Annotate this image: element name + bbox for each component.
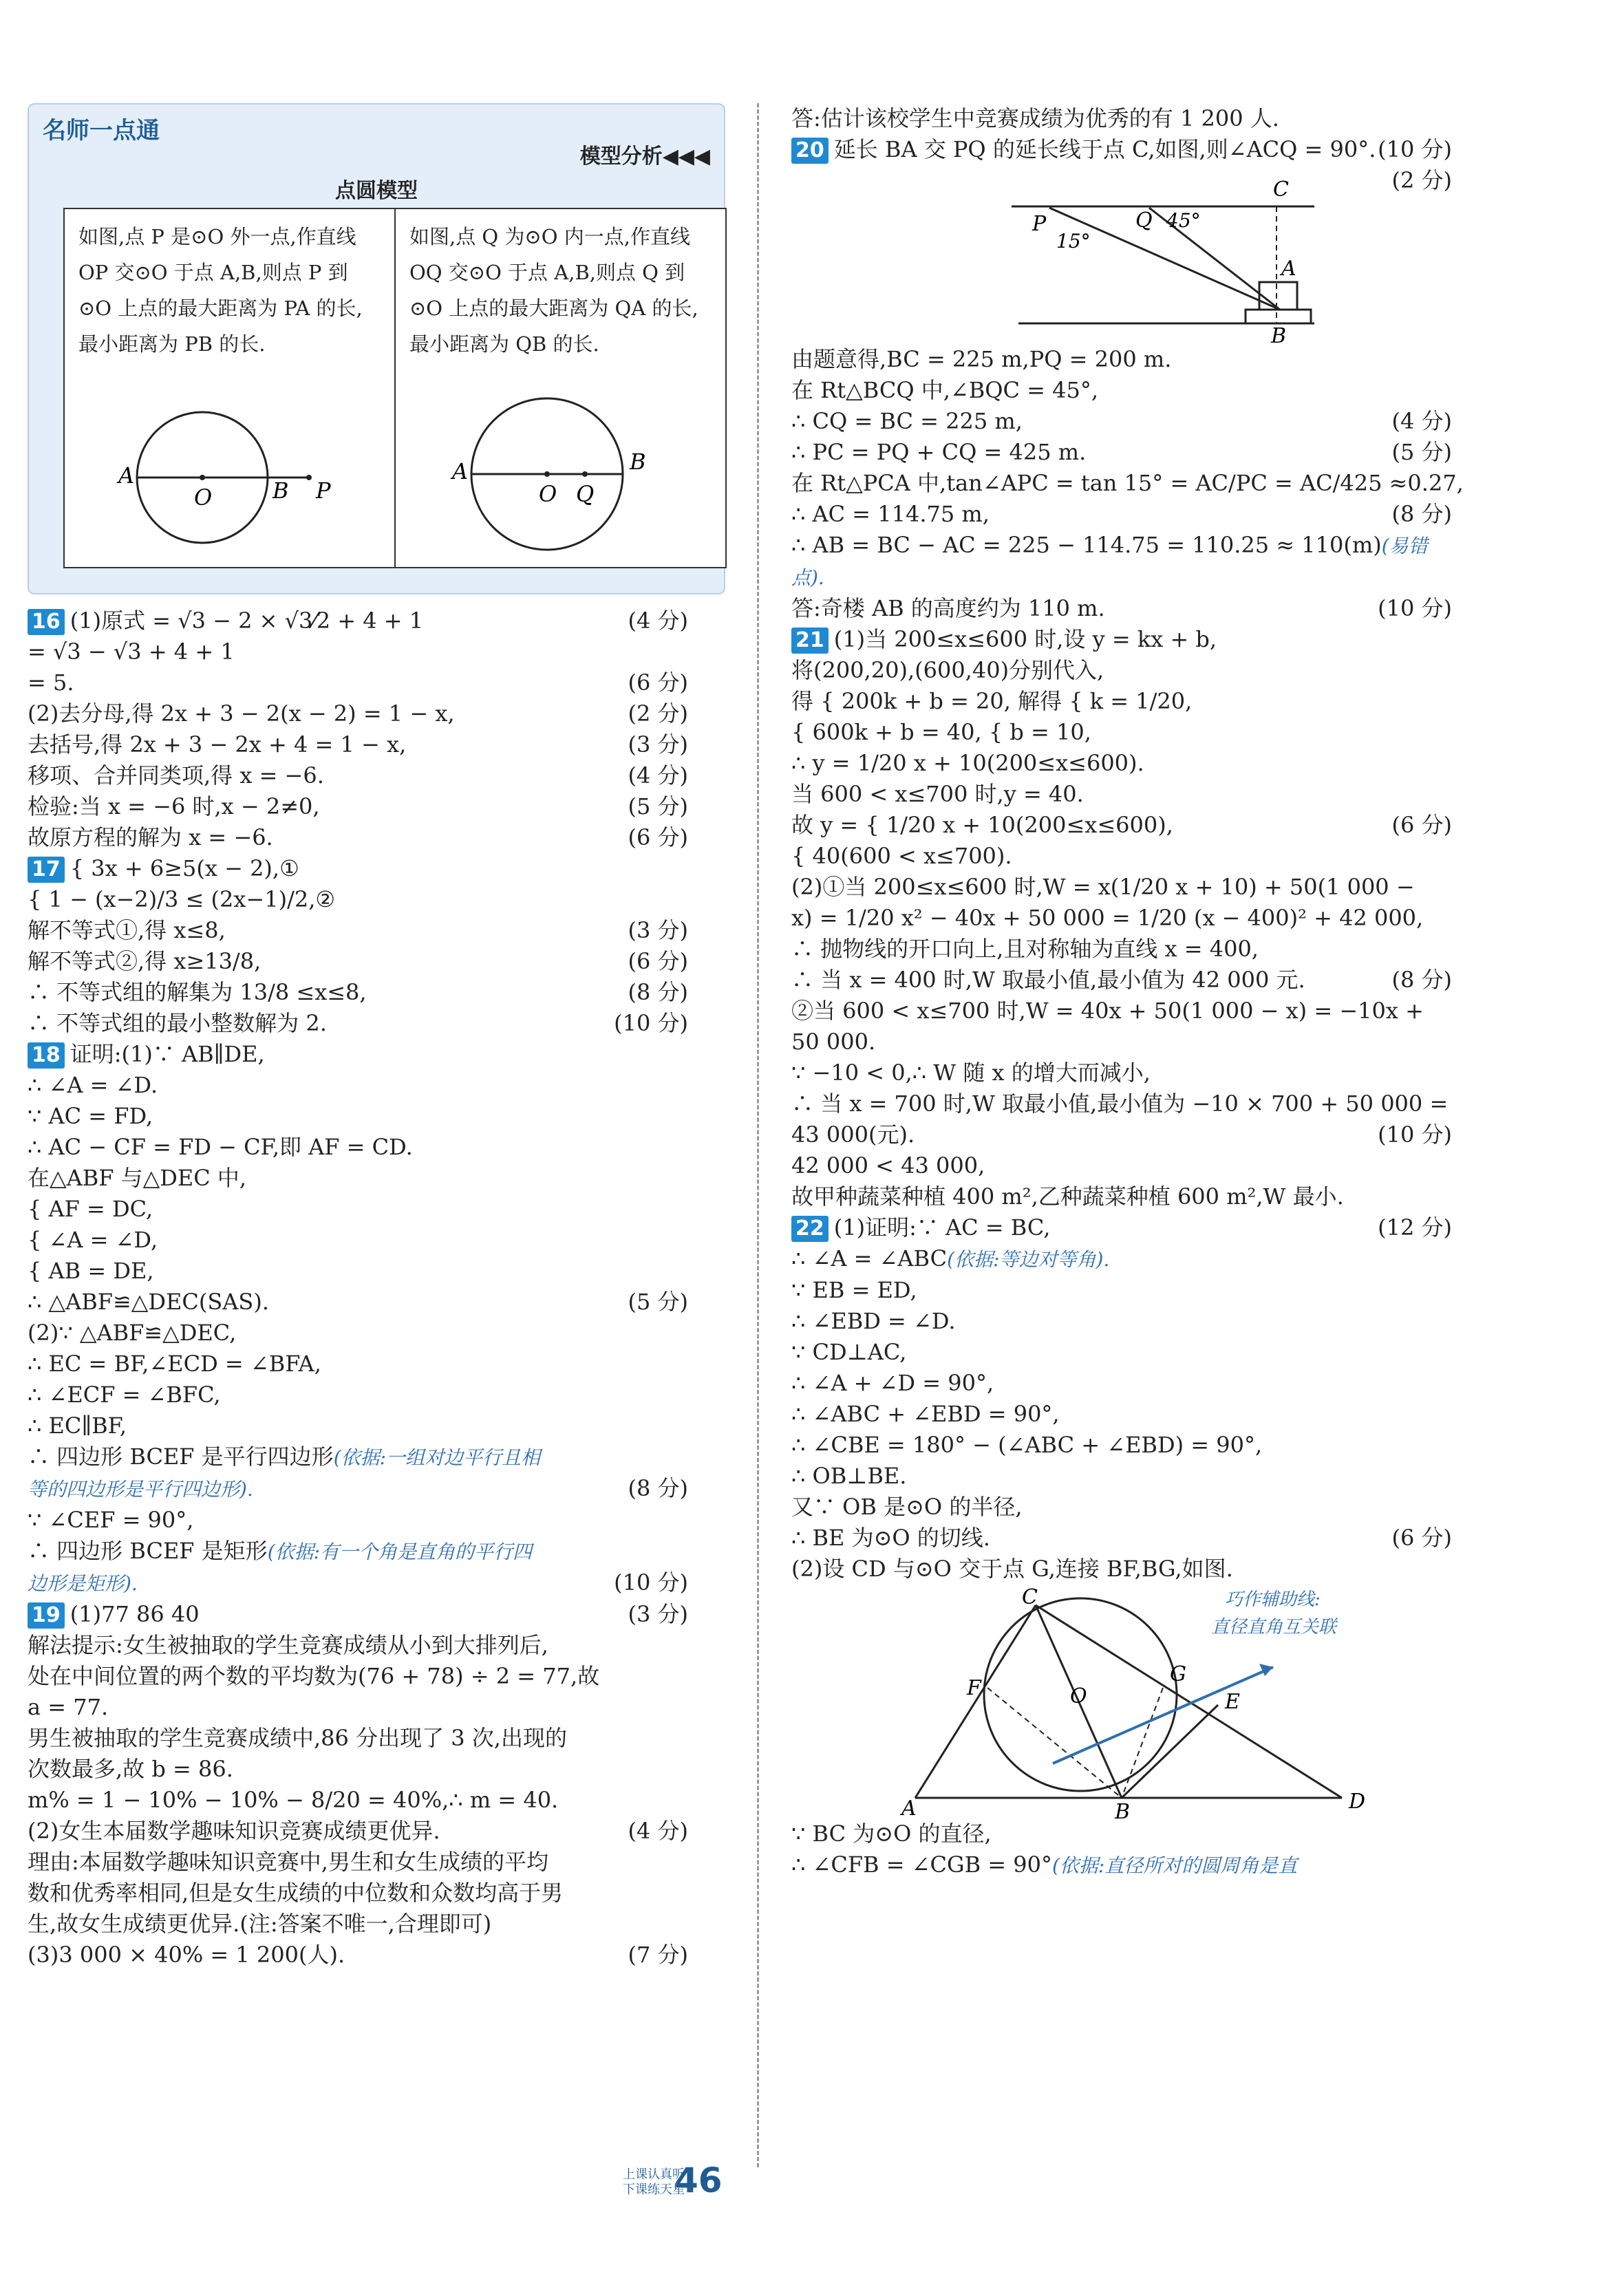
answer-line bbox=[791, 965, 1452, 996]
label-A: A bbox=[452, 458, 469, 484]
answer-line bbox=[791, 561, 1452, 593]
label-A: A bbox=[1281, 257, 1296, 281]
score-mark: (4 分) bbox=[628, 1818, 688, 1844]
answer-text: ∴ AC = 114.75 m, bbox=[791, 501, 990, 527]
hint-note: (依据:等边对等角). bbox=[947, 1248, 1110, 1271]
label-O: O bbox=[194, 484, 213, 511]
answer-text: m% = 1 − 10% − 10% − 8/20 = 40%,∴ m = 40. bbox=[28, 1787, 559, 1813]
answer-text: ∴ CQ = BC = 225 m, bbox=[791, 408, 1023, 434]
score-mark: (4 分) bbox=[628, 608, 688, 634]
answer-line bbox=[28, 1008, 688, 1039]
answer-text: 故 y = { 1/20 x + 10(200≤x≤600), bbox=[791, 812, 1173, 838]
answer-line bbox=[791, 1119, 1452, 1150]
answer-text: ∵ AC = FD, bbox=[28, 1103, 153, 1129]
answer-line bbox=[28, 853, 688, 884]
answer-line bbox=[791, 1554, 1452, 1585]
answer-text: ∴ AB = BC − AC = 225 − 114.75 = 110.25 ≈ 110(m) bbox=[791, 532, 1382, 558]
answer-line bbox=[28, 946, 688, 977]
answer-line bbox=[791, 468, 1464, 499]
answer-line bbox=[791, 1368, 1452, 1399]
angle-15: 15° bbox=[1056, 230, 1091, 253]
answer-text: { 40(600 < x≤700). bbox=[791, 843, 1012, 869]
answer-line bbox=[791, 1027, 1452, 1058]
score-mark: (8 分) bbox=[628, 1475, 688, 1501]
answer-text: = √3 − √3 + 4 + 1 bbox=[28, 639, 235, 665]
answer-line bbox=[28, 1505, 688, 1536]
answer-line bbox=[791, 841, 1452, 872]
answer-text: 答:估计该校学生中竞赛成绩为优秀的有 1 200 人. bbox=[791, 105, 1279, 131]
answer-line bbox=[28, 1785, 688, 1816]
question-number: 19 bbox=[28, 1602, 65, 1629]
answer-text: 故甲种蔬菜种植 400 m²,乙种蔬菜种植 600 m²,W 最小. bbox=[791, 1183, 1344, 1210]
answer-text: { 600k + b = 40, { b = 10, bbox=[791, 719, 1091, 745]
answer-line bbox=[28, 667, 688, 698]
label-B: B bbox=[273, 478, 289, 504]
answer-text: ∴ 当 x = 700 时,W 取最小值,最小值为 −10 × 700 + 50 000 = bbox=[791, 1091, 1449, 1117]
answer-text: ∴ ∠ABC + ∠EBD = 90°, bbox=[791, 1401, 1060, 1427]
answer-text: 延长 BA 交 PQ 的延长线于点 C,如图,则∠ACQ = 90°. bbox=[833, 136, 1376, 162]
answer-text: 理由:本届数学趣味知识竞赛中,男生和女生成绩的平均 bbox=[28, 1849, 548, 1875]
answer-text: ∵ EB = ED, bbox=[791, 1277, 917, 1303]
answer-text: (1)当 200≤x≤600 时,设 y = kx + b, bbox=[833, 626, 1217, 652]
answer-text: 解不等式①,得 x≤8, bbox=[28, 917, 226, 943]
left-column bbox=[28, 605, 688, 1971]
answer-text: ∴ ∠EBD = ∠D. bbox=[791, 1308, 956, 1334]
column-divider bbox=[757, 103, 759, 2167]
answer-line bbox=[791, 779, 1452, 810]
hint-note: (依据:有一个角是直角的平行四 bbox=[267, 1541, 533, 1563]
answer-text: { AB = DE, bbox=[28, 1258, 154, 1284]
inner-point-figure bbox=[403, 395, 692, 560]
answer-text: 生,故女生成绩更优异.(注:答案不唯一,合理即可) bbox=[28, 1911, 492, 1937]
answer-line bbox=[28, 698, 688, 729]
answer-line bbox=[28, 1909, 688, 1940]
answer-text: 答:奇楼 AB 的高度约为 110 m. bbox=[791, 595, 1105, 621]
label-C: C bbox=[1022, 1585, 1038, 1609]
tip-grid bbox=[63, 208, 727, 568]
answer-line bbox=[791, 134, 1452, 165]
answer-line bbox=[791, 344, 1452, 375]
tip-box bbox=[28, 103, 725, 594]
label-C: C bbox=[1273, 178, 1289, 202]
answer-text: 得 { 200k + b = 20, 解得 { k = 1/20, bbox=[791, 688, 1193, 714]
answer-block-middle bbox=[791, 344, 1464, 1585]
answer-text: ∴ ∠A = ∠D. bbox=[28, 1072, 158, 1098]
hint-note: (依据:直径所对的圆周角是直 bbox=[1051, 1854, 1298, 1877]
answer-line bbox=[791, 717, 1452, 748]
answer-text: 在 Rt△PCA 中,tan∠APC = tan 15° = AC/PC = AC/425 ≈0.27, bbox=[791, 470, 1464, 496]
answer-line bbox=[791, 1150, 1452, 1181]
label-P: P bbox=[1032, 212, 1047, 236]
answer-line bbox=[791, 872, 1452, 903]
answer-text: ∵ ∠CEF = 90°, bbox=[28, 1507, 194, 1533]
answer-text: ∴ EC = BF,∠ECD = ∠BFA, bbox=[28, 1351, 321, 1377]
answer-text: ∴ OB⊥BE. bbox=[791, 1463, 907, 1489]
answer-line bbox=[28, 1536, 688, 1567]
score-mark: (4 分) bbox=[628, 762, 688, 788]
answer-text: (2)①当 200≤x≤600 时,W = x(1/20 x + 10) + 50(1 000 − bbox=[791, 874, 1415, 900]
answer-line bbox=[28, 1661, 688, 1692]
label-F: F bbox=[967, 1676, 981, 1700]
answer-line bbox=[791, 375, 1452, 406]
footer-slogan: 上课认真听 下课练天星 bbox=[623, 2167, 685, 2197]
score-mark: (8 分) bbox=[1391, 501, 1452, 527]
hint-note: 边形是矩形). bbox=[28, 1572, 138, 1595]
answer-text: 将(200,20),(600,40)分别代入, bbox=[791, 657, 1104, 683]
answer-text: ∴ AC − CF = FD − CF,即 AF = CD. bbox=[28, 1134, 413, 1160]
answer-line bbox=[791, 1243, 1452, 1275]
score-mark: (8 分) bbox=[1391, 967, 1452, 993]
answer-text: 数和优秀率相同,但是女生成绩的中位数和众数均高于男 bbox=[28, 1880, 564, 1906]
answer-line bbox=[791, 1399, 1452, 1430]
label-A: A bbox=[901, 1796, 917, 1818]
answer-text: ∴ 当 x = 400 时,W 取最小值,最小值为 42 000 元. bbox=[791, 967, 1305, 993]
answer-line bbox=[28, 1847, 688, 1878]
score-mark: (7 分) bbox=[628, 1942, 688, 1968]
label-O: O bbox=[1070, 1684, 1087, 1708]
figure-22 bbox=[791, 1585, 1452, 1818]
answer-line bbox=[791, 1058, 1452, 1088]
answer-text: ∵ CD⊥AC, bbox=[791, 1339, 907, 1365]
score-mark: (10 分) bbox=[1378, 136, 1452, 162]
answer-line bbox=[791, 655, 1452, 686]
question-number: 21 bbox=[791, 627, 829, 654]
answer-line bbox=[791, 437, 1452, 468]
answer-text: 处在中间位置的两个数的平均数为(76 + 78) ÷ 2 = 77,故 bbox=[28, 1663, 600, 1689]
score-mark: (3 分) bbox=[628, 917, 688, 943]
tip-tag: 模型分析◀◀◀ bbox=[579, 144, 710, 169]
answer-text: ∴ 不等式组的解集为 13/8 ≤x≤8, bbox=[28, 979, 367, 1005]
answer-line bbox=[28, 1318, 688, 1349]
question-number: 17 bbox=[28, 857, 65, 883]
answer-line bbox=[791, 406, 1452, 437]
score-mark: (6 分) bbox=[628, 669, 688, 696]
answer-text: (2)设 CD 与⊙O 交于点 G,连接 BF,BG,如图. bbox=[791, 1556, 1233, 1582]
answer-line bbox=[28, 1723, 688, 1754]
answer-text: { 1 − (x−2)/3 ≤ (2x−1)/2,② bbox=[28, 886, 336, 912]
tip-left-cell bbox=[65, 209, 394, 567]
answer-line bbox=[28, 915, 688, 946]
answer-line bbox=[28, 884, 688, 915]
answer-line bbox=[791, 530, 1452, 561]
aux-note-2: 直径直角互关联 bbox=[1211, 1617, 1337, 1638]
answer-line bbox=[791, 1337, 1452, 1368]
answer-text: (3)3 000 × 40% = 1 200(人). bbox=[28, 1942, 345, 1968]
answer-line bbox=[28, 1132, 688, 1163]
answer-line bbox=[791, 934, 1452, 965]
answer-line bbox=[28, 1630, 688, 1661]
answer-text: ∵ BC 为⊙O 的直径, bbox=[791, 1821, 992, 1847]
answer-line bbox=[791, 103, 1452, 134]
answer-line bbox=[28, 1225, 688, 1256]
answer-text: ∴ 抛物线的开口向上,且对称轴为直线 x = 400, bbox=[791, 936, 1259, 962]
tip-right-text: 如图,点 Q 为⊙O 内一点,作直线 OQ 交⊙O 于点 A,B,则点 Q 到⊙O 上点的最大距离为 QA 的长,最小距离为 QB 的长. bbox=[409, 225, 698, 356]
answer-text: = 5. bbox=[28, 669, 74, 696]
answer-line bbox=[791, 810, 1452, 841]
score-mark: (2 分) bbox=[1391, 167, 1452, 193]
answer-text: { ∠A = ∠D, bbox=[28, 1227, 158, 1253]
outer-point-figure bbox=[72, 402, 361, 553]
answer-block-top bbox=[791, 103, 1452, 193]
answer-line bbox=[28, 760, 688, 791]
answer-line bbox=[791, 1849, 1452, 1881]
answer-line bbox=[28, 1567, 688, 1599]
answer-line bbox=[28, 1163, 688, 1194]
label-A: A bbox=[118, 462, 135, 489]
answer-text: 在 Rt△BCQ 中,∠BQC = 45°, bbox=[791, 377, 1099, 403]
answer-text: 由题意得,BC = 225 m,PQ = 200 m. bbox=[791, 346, 1172, 372]
answer-line bbox=[28, 1349, 688, 1380]
answer-text: 在△ABF 与△DEC 中, bbox=[28, 1165, 247, 1191]
answer-line bbox=[28, 1473, 688, 1505]
answer-block-bottom bbox=[791, 1818, 1452, 1881]
hint-note: (易错 bbox=[1381, 535, 1428, 557]
answer-text: ∴ △ABF≌△DEC(SAS). bbox=[28, 1289, 269, 1315]
score-mark: (6 分) bbox=[628, 824, 688, 850]
answer-text: 42 000 < 43 000, bbox=[791, 1152, 985, 1179]
question-number: 22 bbox=[791, 1216, 829, 1242]
answer-text: 男生被抽取的学生竞赛成绩中,86 分出现了 3 次,出现的 bbox=[28, 1725, 567, 1751]
answer-text: x) = 1/20 x² − 40x + 50 000 = 1/20 (x − 400)² + 42 000, bbox=[791, 905, 1424, 931]
label-P: P bbox=[316, 478, 331, 504]
answer-text: (1)原式 = √3 − 2 × √3⁄2 + 4 + 1 bbox=[70, 608, 424, 634]
score-mark: (3 分) bbox=[628, 731, 688, 758]
right-column bbox=[791, 103, 1464, 1881]
answer-line bbox=[28, 822, 688, 853]
answer-text: ∴ 不等式组的最小整数解为 2. bbox=[28, 1010, 327, 1036]
answer-line bbox=[791, 686, 1452, 717]
answer-line bbox=[791, 996, 1452, 1027]
answer-text: ∴ PC = PQ + CQ = 425 m. bbox=[791, 439, 1087, 465]
answer-line bbox=[28, 977, 688, 1008]
hint-note: 等的四边形是平行四边形). bbox=[28, 1478, 253, 1501]
answer-line bbox=[28, 1878, 688, 1909]
score-mark: (5 分) bbox=[1391, 439, 1452, 465]
answer-line bbox=[791, 1181, 1452, 1212]
score-mark: (12 分) bbox=[1378, 1214, 1452, 1241]
answer-line bbox=[791, 1461, 1452, 1492]
answer-line bbox=[28, 1940, 688, 1971]
page-number: 46 bbox=[674, 2160, 723, 2200]
answer-line bbox=[791, 624, 1452, 655]
score-mark: (10 分) bbox=[1378, 1122, 1452, 1148]
answer-text: 解不等式②,得 x≥13/8, bbox=[28, 948, 261, 974]
aux-note-1: 巧作辅助线: bbox=[1225, 1589, 1321, 1610]
hint-note: (依据:一组对边平行且相 bbox=[333, 1446, 541, 1469]
answer-text: 移项、合并同类项,得 x = −6. bbox=[28, 762, 324, 788]
score-mark: (10 分) bbox=[614, 1569, 688, 1596]
answer-text: 故原方程的解为 x = −6. bbox=[28, 824, 273, 850]
answer-line bbox=[791, 1492, 1452, 1523]
answer-line bbox=[28, 1441, 688, 1473]
answer-text: 解法提示:女生被抽取的学生竞赛成绩从小到大排列后, bbox=[28, 1632, 548, 1658]
answer-line bbox=[791, 1430, 1452, 1461]
label-Q: Q bbox=[576, 481, 595, 507]
score-mark: (5 分) bbox=[628, 793, 688, 819]
answer-line bbox=[791, 593, 1452, 624]
answer-text: ∴ EC∥BF, bbox=[28, 1413, 127, 1439]
answer-line bbox=[28, 1380, 688, 1410]
answer-text: 证明:(1)∵ AB∥DE, bbox=[70, 1041, 265, 1067]
answer-text: (2)女生本届数学趣味知识竞赛成绩更优异. bbox=[28, 1818, 440, 1844]
answer-line bbox=[28, 791, 688, 822]
answer-text: { 3x + 6≥5(x − 2),① bbox=[70, 855, 299, 881]
answer-text: a = 77. bbox=[28, 1694, 109, 1720]
answer-line bbox=[28, 1410, 688, 1441]
figure-20 bbox=[791, 165, 1452, 344]
answer-text: ∴ ∠ECF = ∠BFC, bbox=[28, 1382, 221, 1408]
answer-text: ∴ 四边形 BCEF 是平行四边形 bbox=[28, 1444, 334, 1470]
answer-text: 当 600 < x≤700 时,y = 40. bbox=[791, 781, 1084, 807]
answer-line bbox=[28, 1070, 688, 1101]
answer-text: 43 000(元). bbox=[791, 1122, 915, 1148]
answer-line bbox=[28, 1692, 688, 1723]
answer-text: (2)∵ △ABF≌△DEC, bbox=[28, 1320, 237, 1346]
question-number: 20 bbox=[791, 138, 829, 164]
label-D: D bbox=[1349, 1790, 1366, 1814]
answer-text: (1)77 86 40 bbox=[70, 1601, 200, 1627]
score-mark: (6 分) bbox=[1391, 812, 1452, 838]
label-B: B bbox=[1271, 324, 1287, 344]
answer-line bbox=[28, 1194, 688, 1225]
tip-left-text: 如图,点 P 是⊙O 外一点,作直线 OP 交⊙O 于点 A,B,则点 P 到⊙O 上点的最大距离为 PA 的长,最小距离为 PB 的长. bbox=[78, 225, 363, 356]
answer-line bbox=[28, 1816, 688, 1847]
tip-right-cell bbox=[394, 209, 725, 567]
score-mark: (4 分) bbox=[1391, 408, 1452, 434]
answer-text: 又∵ OB 是⊙O 的半径, bbox=[791, 1494, 1023, 1520]
answer-text: ∴ y = 1/20 x + 10(200≤x≤600). bbox=[791, 750, 1144, 776]
answer-line bbox=[28, 729, 688, 760]
answer-text: (2)去分母,得 2x + 3 − 2(x − 2) = 1 − x, bbox=[28, 700, 455, 727]
answer-text: 去括号,得 2x + 3 − 2x + 4 = 1 − x, bbox=[28, 731, 407, 758]
score-mark: (10 分) bbox=[1378, 595, 1452, 621]
answer-text: ∴ ∠A = ∠ABC bbox=[791, 1245, 948, 1272]
label-Q: Q bbox=[1135, 208, 1153, 233]
score-mark: (10 分) bbox=[614, 1010, 688, 1036]
answer-text: ∴ ∠A + ∠D = 90°, bbox=[791, 1370, 994, 1396]
answer-line bbox=[791, 499, 1452, 530]
answer-line bbox=[791, 1523, 1452, 1554]
answer-line bbox=[791, 1275, 1452, 1306]
answer-text: ∴ ∠CBE = 180° − (∠ABC + ∠EBD) = 90°, bbox=[791, 1432, 1263, 1458]
answer-line bbox=[791, 1818, 1452, 1849]
score-mark: (5 分) bbox=[628, 1289, 688, 1315]
answer-text: 检验:当 x = −6 时,x − 2≠0, bbox=[28, 793, 320, 819]
answer-text: ∴ 四边形 BCEF 是矩形 bbox=[28, 1538, 268, 1564]
question-number: 16 bbox=[28, 609, 65, 635]
tip-subtitle: 点圆模型 bbox=[335, 179, 418, 203]
label-O: O bbox=[539, 481, 557, 507]
answer-line bbox=[28, 1039, 688, 1070]
label-G: G bbox=[1170, 1662, 1186, 1686]
answer-text: ∴ ∠CFB = ∠CGB = 90° bbox=[791, 1852, 1052, 1878]
answer-text: ∵ −10 < 0,∴ W 随 x 的增大而减小, bbox=[791, 1060, 1151, 1086]
label-B: B bbox=[630, 449, 646, 475]
tip-title: 名师一点通 bbox=[43, 117, 160, 144]
answer-line bbox=[28, 605, 688, 636]
answer-text: { AF = DC, bbox=[28, 1196, 153, 1222]
label-B: B bbox=[1115, 1800, 1131, 1818]
label-E: E bbox=[1225, 1690, 1240, 1714]
score-mark: (6 分) bbox=[628, 948, 688, 974]
answer-text: ∴ BE 为⊙O 的切线. bbox=[791, 1525, 990, 1551]
answer-line bbox=[791, 903, 1452, 934]
score-mark: (2 分) bbox=[628, 700, 688, 727]
answer-text: 次数最多,故 b = 86. bbox=[28, 1756, 233, 1782]
score-mark: (6 分) bbox=[1391, 1525, 1452, 1551]
answer-text: 50 000. bbox=[791, 1029, 876, 1055]
answer-line bbox=[28, 636, 688, 667]
answer-line bbox=[791, 1212, 1452, 1243]
hint-note: 点). bbox=[791, 566, 824, 589]
score-mark: (3 分) bbox=[628, 1601, 688, 1627]
angle-45: 45° bbox=[1166, 209, 1201, 232]
answer-line bbox=[28, 1101, 688, 1132]
answer-line bbox=[28, 1754, 688, 1785]
answer-text: ②当 600 < x≤700 时,W = 40x + 50(1 000 − x) = −10x + bbox=[791, 998, 1424, 1024]
answer-line bbox=[28, 1599, 688, 1630]
answer-line bbox=[28, 1287, 688, 1318]
answer-line bbox=[791, 1088, 1452, 1119]
answer-line bbox=[791, 748, 1452, 779]
answer-text: (1)证明:∵ AC = BC, bbox=[833, 1214, 1051, 1241]
score-mark: (8 分) bbox=[628, 979, 688, 1005]
answer-line bbox=[28, 1256, 688, 1287]
question-number: 18 bbox=[28, 1042, 65, 1069]
answer-line bbox=[791, 1306, 1452, 1337]
